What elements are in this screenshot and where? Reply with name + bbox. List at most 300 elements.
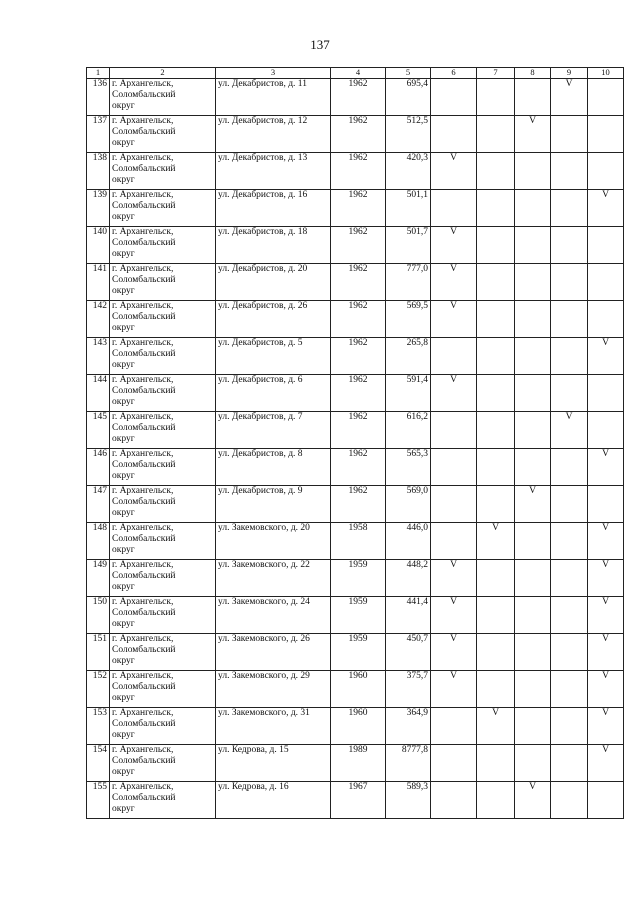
- mark-cell-col-7: [477, 597, 515, 634]
- check-mark: V: [492, 523, 499, 533]
- address-cell: ул. Декабристов, д. 11: [216, 79, 331, 116]
- mark-cell-col-7: [477, 227, 515, 264]
- row-number: 149: [87, 560, 110, 597]
- mark-cell-col-10: [588, 375, 624, 412]
- address-cell: ул. Декабристов, д. 8: [216, 449, 331, 486]
- mark-cell-col-6: [431, 634, 477, 671]
- mark-cell-col-6: [431, 782, 477, 819]
- mark-cell-col-6: [431, 79, 477, 116]
- mark-cell-col-9: [551, 190, 588, 227]
- location-city: г. Архангельск,: [112, 412, 174, 422]
- check-mark: V: [602, 671, 609, 681]
- location-cell: [110, 227, 216, 264]
- mark-cell-col-8: [515, 671, 551, 708]
- location-district: Соломбальский: [112, 682, 176, 692]
- location-city: г. Архангельск,: [112, 449, 174, 459]
- mark-cell-col-6: [431, 523, 477, 560]
- check-mark: V: [450, 671, 457, 681]
- mark-cell-col-10: [588, 671, 624, 708]
- location-city: г. Архангельск,: [112, 79, 174, 89]
- column-number-10: 10: [588, 68, 624, 79]
- mark-cell-col-10: [588, 301, 624, 338]
- location-cell: [110, 79, 216, 116]
- location-okrug: округ: [112, 619, 135, 629]
- mark-cell-col-9: [551, 153, 588, 190]
- area-cell: 448,2: [386, 560, 431, 597]
- area-cell: 591,4: [386, 375, 431, 412]
- location-cell: [110, 412, 216, 449]
- check-mark: V: [492, 708, 499, 718]
- mark-cell-col-8: [515, 190, 551, 227]
- mark-cell-col-6: [431, 227, 477, 264]
- mark-cell-col-8: [515, 745, 551, 782]
- mark-cell-col-6: [431, 301, 477, 338]
- mark-cell-col-7: [477, 745, 515, 782]
- mark-cell-col-8: [515, 375, 551, 412]
- mark-cell-col-9: [551, 449, 588, 486]
- mark-cell-col-8: [515, 153, 551, 190]
- row-number: 153: [87, 708, 110, 745]
- check-mark: V: [450, 634, 457, 644]
- location-okrug: округ: [112, 693, 135, 703]
- mark-cell-col-6: [431, 597, 477, 634]
- mark-cell-col-10: [588, 79, 624, 116]
- mark-cell-col-8: [515, 486, 551, 523]
- row-number: 137: [87, 116, 110, 153]
- location-city: г. Архангельск,: [112, 597, 174, 607]
- area-cell: 446,0: [386, 523, 431, 560]
- row-number: 151: [87, 634, 110, 671]
- column-number-1: 1: [87, 68, 110, 79]
- row-number: 143: [87, 338, 110, 375]
- table-row: [87, 79, 624, 116]
- year-cell: 1962: [331, 227, 386, 264]
- check-mark: V: [602, 745, 609, 755]
- mark-cell-col-7: [477, 375, 515, 412]
- table-row: [87, 745, 624, 782]
- table-row: [87, 671, 624, 708]
- location-okrug: округ: [112, 767, 135, 777]
- location-cell: [110, 560, 216, 597]
- mark-cell-col-10: [588, 116, 624, 153]
- mark-cell-col-7: [477, 79, 515, 116]
- mark-cell-col-9: [551, 560, 588, 597]
- mark-cell-col-6: [431, 560, 477, 597]
- check-mark: V: [602, 708, 609, 718]
- location-cell: [110, 597, 216, 634]
- year-cell: 1962: [331, 486, 386, 523]
- mark-cell-col-7: [477, 301, 515, 338]
- table-row: [87, 153, 624, 190]
- mark-cell-col-10: [588, 412, 624, 449]
- location-district: Соломбальский: [112, 534, 176, 544]
- location-city: г. Архангельск,: [112, 745, 174, 755]
- table-body: [87, 79, 624, 819]
- table-row: [87, 449, 624, 486]
- address-cell: ул. Закемовского, д. 29: [216, 671, 331, 708]
- mark-cell-col-8: [515, 782, 551, 819]
- mark-cell-col-6: [431, 486, 477, 523]
- mark-cell-col-9: [551, 227, 588, 264]
- address-cell: ул. Кедрова, д. 16: [216, 782, 331, 819]
- year-cell: 1962: [331, 116, 386, 153]
- location-okrug: округ: [112, 804, 135, 814]
- mark-cell-col-8: [515, 227, 551, 264]
- mark-cell-col-10: [588, 449, 624, 486]
- check-mark: V: [450, 153, 457, 163]
- row-number: 141: [87, 264, 110, 301]
- mark-cell-col-9: [551, 708, 588, 745]
- location-district: Соломбальский: [112, 238, 176, 248]
- location-district: Соломбальский: [112, 201, 176, 211]
- mark-cell-col-10: [588, 264, 624, 301]
- check-mark: V: [565, 79, 573, 89]
- location-cell: [110, 338, 216, 375]
- location-district: Соломбальский: [112, 793, 176, 803]
- mark-cell-col-7: [477, 116, 515, 153]
- address-cell: ул. Декабристов, д. 16: [216, 190, 331, 227]
- area-cell: 616,2: [386, 412, 431, 449]
- location-district: Соломбальский: [112, 608, 176, 618]
- area-cell: 501,7: [386, 227, 431, 264]
- mark-cell-col-9: [551, 634, 588, 671]
- address-cell: ул. Закемовского, д. 20: [216, 523, 331, 560]
- location-okrug: округ: [112, 508, 135, 518]
- location-cell: [110, 153, 216, 190]
- location-district: Соломбальский: [112, 164, 176, 174]
- location-okrug: округ: [112, 360, 135, 370]
- row-number: 150: [87, 597, 110, 634]
- mark-cell-col-9: [551, 264, 588, 301]
- location-district: Соломбальский: [112, 756, 176, 766]
- column-number-6: 6: [431, 68, 477, 79]
- row-number: 155: [87, 782, 110, 819]
- location-district: Соломбальский: [112, 275, 176, 285]
- check-mark: V: [602, 449, 609, 459]
- row-number: 146: [87, 449, 110, 486]
- table-row: [87, 782, 624, 819]
- area-cell: 441,4: [386, 597, 431, 634]
- check-mark: V: [450, 301, 457, 311]
- mark-cell-col-7: [477, 412, 515, 449]
- table-row: [87, 116, 624, 153]
- check-mark: V: [450, 597, 457, 607]
- area-cell: 364,9: [386, 708, 431, 745]
- check-mark: V: [602, 338, 609, 348]
- mark-cell-col-9: [551, 301, 588, 338]
- year-cell: 1959: [331, 597, 386, 634]
- mark-cell-col-6: [431, 708, 477, 745]
- year-cell: 1960: [331, 708, 386, 745]
- mark-cell-col-10: [588, 153, 624, 190]
- table-row: [87, 264, 624, 301]
- mark-cell-col-10: [588, 745, 624, 782]
- location-district: Соломбальский: [112, 719, 176, 729]
- location-district: Соломбальский: [112, 497, 176, 507]
- address-cell: ул. Закемовского, д. 26: [216, 634, 331, 671]
- area-cell: 512,5: [386, 116, 431, 153]
- location-city: г. Архангельск,: [112, 523, 174, 533]
- mark-cell-col-8: [515, 597, 551, 634]
- mark-cell-col-9: [551, 523, 588, 560]
- location-okrug: округ: [112, 323, 135, 333]
- mark-cell-col-9: [551, 375, 588, 412]
- location-cell: [110, 523, 216, 560]
- area-cell: 695,4: [386, 79, 431, 116]
- mark-cell-col-8: [515, 79, 551, 116]
- table-row: [87, 338, 624, 375]
- mark-cell-col-8: [515, 338, 551, 375]
- mark-cell-col-6: [431, 116, 477, 153]
- location-district: Соломбальский: [112, 127, 176, 137]
- mark-cell-col-8: [515, 116, 551, 153]
- location-cell: [110, 745, 216, 782]
- check-mark: V: [529, 782, 536, 792]
- year-cell: 1967: [331, 782, 386, 819]
- check-mark: V: [450, 227, 457, 237]
- column-number-9: 9: [551, 68, 588, 79]
- mark-cell-col-10: [588, 227, 624, 264]
- year-cell: 1959: [331, 634, 386, 671]
- location-district: Соломбальский: [112, 386, 176, 396]
- address-cell: ул. Декабристов, д. 18: [216, 227, 331, 264]
- location-city: г. Архангельск,: [112, 634, 174, 644]
- location-city: г. Архангельск,: [112, 486, 174, 496]
- table-row: [87, 375, 624, 412]
- housing-register-table: [86, 67, 624, 819]
- location-okrug: округ: [112, 545, 135, 555]
- column-number-3: 3: [216, 68, 331, 79]
- address-cell: ул. Закемовского, д. 22: [216, 560, 331, 597]
- check-mark: V: [450, 560, 457, 570]
- mark-cell-col-6: [431, 449, 477, 486]
- row-number: 147: [87, 486, 110, 523]
- location-district: Соломбальский: [112, 460, 176, 470]
- year-cell: 1959: [331, 560, 386, 597]
- mark-cell-col-6: [431, 190, 477, 227]
- location-city: г. Архангельск,: [112, 375, 174, 385]
- mark-cell-col-9: [551, 412, 588, 449]
- mark-cell-col-7: [477, 153, 515, 190]
- address-cell: ул. Закемовского, д. 31: [216, 708, 331, 745]
- location-okrug: округ: [112, 101, 135, 111]
- mark-cell-col-10: [588, 597, 624, 634]
- table-row: [87, 190, 624, 227]
- area-cell: 565,3: [386, 449, 431, 486]
- mark-cell-col-7: [477, 782, 515, 819]
- mark-cell-col-7: [477, 486, 515, 523]
- year-cell: 1960: [331, 671, 386, 708]
- location-district: Соломбальский: [112, 312, 176, 322]
- mark-cell-col-7: [477, 264, 515, 301]
- location-cell: [110, 264, 216, 301]
- mark-cell-col-7: [477, 523, 515, 560]
- row-number: 148: [87, 523, 110, 560]
- mark-cell-col-9: [551, 79, 588, 116]
- table-row: [87, 597, 624, 634]
- address-cell: ул. Закемовского, д. 24: [216, 597, 331, 634]
- location-okrug: округ: [112, 249, 135, 259]
- area-cell: 777,0: [386, 264, 431, 301]
- location-cell: [110, 782, 216, 819]
- table-row: [87, 708, 624, 745]
- location-okrug: округ: [112, 434, 135, 444]
- check-mark: V: [529, 116, 536, 126]
- location-cell: [110, 301, 216, 338]
- check-mark: V: [602, 190, 609, 200]
- mark-cell-col-7: [477, 560, 515, 597]
- row-number: 139: [87, 190, 110, 227]
- mark-cell-col-10: [588, 560, 624, 597]
- location-okrug: округ: [112, 138, 135, 148]
- mark-cell-col-9: [551, 116, 588, 153]
- mark-cell-col-8: [515, 708, 551, 745]
- check-mark: V: [602, 597, 609, 607]
- check-mark: V: [450, 375, 457, 385]
- mark-cell-col-7: [477, 449, 515, 486]
- check-mark: V: [565, 412, 573, 422]
- area-cell: 569,5: [386, 301, 431, 338]
- mark-cell-col-9: [551, 597, 588, 634]
- table-row: [87, 301, 624, 338]
- address-cell: ул. Декабристов, д. 26: [216, 301, 331, 338]
- location-district: Соломбальский: [112, 423, 176, 433]
- row-number: 144: [87, 375, 110, 412]
- mark-cell-col-9: [551, 338, 588, 375]
- location-okrug: округ: [112, 397, 135, 407]
- location-okrug: округ: [112, 656, 135, 666]
- location-okrug: округ: [112, 212, 135, 222]
- area-cell: 420,3: [386, 153, 431, 190]
- location-city: г. Архангельск,: [112, 782, 174, 792]
- mark-cell-col-8: [515, 412, 551, 449]
- year-cell: 1962: [331, 412, 386, 449]
- year-cell: 1962: [331, 79, 386, 116]
- column-number-7: 7: [477, 68, 515, 79]
- year-cell: 1962: [331, 301, 386, 338]
- area-cell: 375,7: [386, 671, 431, 708]
- mark-cell-col-8: [515, 449, 551, 486]
- check-mark: V: [602, 634, 609, 644]
- address-cell: ул. Декабристов, д. 9: [216, 486, 331, 523]
- mark-cell-col-9: [551, 782, 588, 819]
- year-cell: 1962: [331, 153, 386, 190]
- location-city: г. Архангельск,: [112, 338, 174, 348]
- mark-cell-col-8: [515, 264, 551, 301]
- table-row: [87, 560, 624, 597]
- location-cell: [110, 708, 216, 745]
- mark-cell-col-6: [431, 338, 477, 375]
- location-district: Соломбальский: [112, 645, 176, 655]
- location-city: г. Архангельск,: [112, 227, 174, 237]
- column-number-8: 8: [515, 68, 551, 79]
- area-cell: 265,8: [386, 338, 431, 375]
- location-cell: [110, 190, 216, 227]
- page-number: 137: [310, 37, 330, 52]
- area-cell: 450,7: [386, 634, 431, 671]
- location-cell: [110, 116, 216, 153]
- mark-cell-col-8: [515, 634, 551, 671]
- check-mark: V: [450, 264, 457, 274]
- location-cell: [110, 634, 216, 671]
- location-city: г. Архангельск,: [112, 153, 174, 163]
- mark-cell-col-10: [588, 190, 624, 227]
- column-number-5: 5: [386, 68, 431, 79]
- row-number: 142: [87, 301, 110, 338]
- mark-cell-col-10: [588, 782, 624, 819]
- area-cell: 501,1: [386, 190, 431, 227]
- area-cell: 589,3: [386, 782, 431, 819]
- location-city: г. Архангельск,: [112, 560, 174, 570]
- area-cell: 8777,8: [386, 745, 431, 782]
- table-row: [87, 523, 624, 560]
- location-okrug: округ: [112, 286, 135, 296]
- location-cell: [110, 671, 216, 708]
- location-city: г. Архангельск,: [112, 708, 174, 718]
- location-city: г. Архангельск,: [112, 264, 174, 274]
- mark-cell-col-6: [431, 264, 477, 301]
- location-district: Соломбальский: [112, 90, 176, 100]
- mark-cell-col-7: [477, 338, 515, 375]
- mark-cell-col-6: [431, 745, 477, 782]
- mark-cell-col-7: [477, 671, 515, 708]
- location-okrug: округ: [112, 175, 135, 185]
- address-cell: ул. Декабристов, д. 20: [216, 264, 331, 301]
- mark-cell-col-10: [588, 486, 624, 523]
- check-mark: V: [602, 560, 609, 570]
- mark-cell-col-10: [588, 338, 624, 375]
- location-cell: [110, 449, 216, 486]
- location-district: Соломбальский: [112, 571, 176, 581]
- mark-cell-col-7: [477, 708, 515, 745]
- address-cell: ул. Декабристов, д. 6: [216, 375, 331, 412]
- column-number-row: [87, 68, 624, 79]
- location-cell: [110, 375, 216, 412]
- year-cell: 1962: [331, 338, 386, 375]
- column-number-2: 2: [110, 68, 216, 79]
- mark-cell-col-6: [431, 671, 477, 708]
- year-cell: 1962: [331, 264, 386, 301]
- row-number: 154: [87, 745, 110, 782]
- mark-cell-col-7: [477, 190, 515, 227]
- location-city: г. Архангельск,: [112, 190, 174, 200]
- mark-cell-col-6: [431, 153, 477, 190]
- location-okrug: округ: [112, 730, 135, 740]
- year-cell: 1958: [331, 523, 386, 560]
- mark-cell-col-10: [588, 634, 624, 671]
- row-number: 138: [87, 153, 110, 190]
- table-row: [87, 486, 624, 523]
- row-number: 145: [87, 412, 110, 449]
- mark-cell-col-6: [431, 375, 477, 412]
- mark-cell-col-7: [477, 634, 515, 671]
- mark-cell-col-10: [588, 708, 624, 745]
- column-number-4: 4: [331, 68, 386, 79]
- location-cell: [110, 486, 216, 523]
- row-number: 136: [87, 79, 110, 116]
- mark-cell-col-6: [431, 412, 477, 449]
- address-cell: ул. Декабристов, д. 12: [216, 116, 331, 153]
- year-cell: 1962: [331, 449, 386, 486]
- location-okrug: округ: [112, 471, 135, 481]
- mark-cell-col-9: [551, 486, 588, 523]
- mark-cell-col-8: [515, 301, 551, 338]
- mark-cell-col-8: [515, 523, 551, 560]
- mark-cell-col-8: [515, 560, 551, 597]
- row-number: 140: [87, 227, 110, 264]
- location-city: г. Архангельск,: [112, 116, 174, 126]
- row-number: 152: [87, 671, 110, 708]
